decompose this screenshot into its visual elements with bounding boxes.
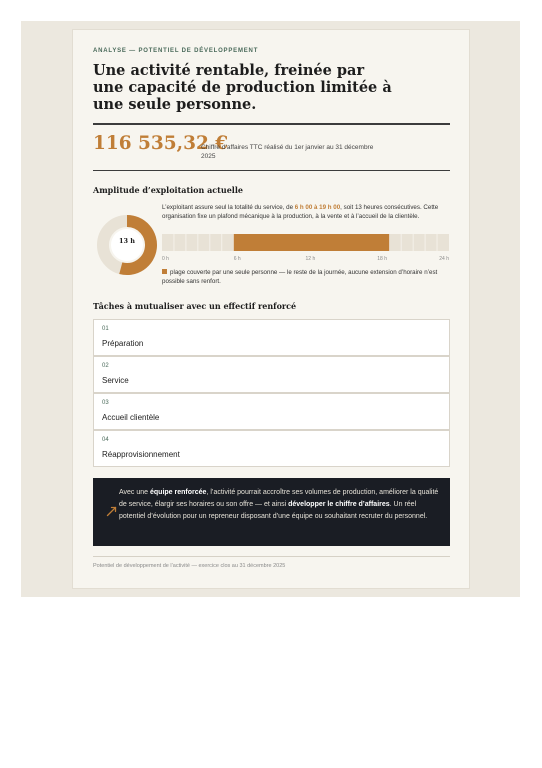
task-card-service [93, 356, 450, 393]
intro-part-2: , soit 13 heures consécutives. Cette organisation fixe un plafond mécanique à la production, à la vente et à l’accueil de la clientèle. [162, 204, 439, 220]
task-number: 04 [102, 437, 109, 443]
amplitude-section-title: Amplitude d’exploitation actuelle [93, 185, 243, 195]
timeline-tick-label: 6 h [233, 256, 241, 262]
intro-part-1: L’exploitant assure seul la totalité du service, de [162, 204, 295, 211]
donut-center [111, 229, 143, 261]
task-card-accueil [93, 393, 450, 430]
amplitude-donut-chart [95, 213, 159, 277]
divider-top [93, 123, 450, 125]
timeline-tick-label: 18 h [377, 256, 387, 262]
callout-part-3: . Un réel potentiel d’évolution pour un repreneur disposant d’une équipe ou souhaitant recruter du personnel. [119, 501, 428, 521]
legend-swatch [162, 269, 167, 274]
revenue-amount: 116 535,32 € [93, 133, 229, 154]
footer-divider [93, 556, 450, 557]
callout-part-2: , l’activité pourrait accroître ses volumes de production, améliorer la qualité de service, élargir ses horaires ou son offre — et ainsi [119, 489, 439, 509]
callout-bold-2: développer le chiffre d’affaires [288, 501, 390, 509]
timeline-tick-labels [162, 256, 449, 264]
timeline-tick-label: 12 h [305, 256, 316, 262]
task-label: Service [102, 376, 129, 385]
tasks-section-title: Tâches à mutualiser avec un effectif renforcé [93, 301, 297, 311]
document-sheet [72, 29, 470, 589]
hours-timeline [162, 234, 449, 251]
section-kicker: ANALYSE — POTENTIEL DE DÉVELOPPEMENT [93, 48, 259, 54]
task-card-reapprovisionnement [93, 430, 450, 467]
donut-hours-label: 13 h [118, 237, 136, 245]
timeline-tick-label: 0 h [162, 256, 169, 262]
page-footer: Potentiel de développement de l’activité — exercice clos au 31 décembre 2025 [93, 563, 286, 569]
amplitude-intro [162, 203, 452, 221]
task-number: 02 [102, 363, 109, 369]
legend-text: plage couverte par une seule personne — le reste de la journée, aucune extension d’horaire n’est possible sans renfort. [162, 269, 438, 285]
donut-svg [95, 213, 159, 277]
callout-bold-1: équipe renforcée [150, 489, 207, 496]
task-number: 01 [102, 326, 109, 332]
timeline-tick-label: 24 h [439, 256, 449, 262]
task-label: Accueil clientèle [102, 413, 160, 422]
revenue-description: Chiffre d’affaires TTC réalisé du 1er janvier au 31 décembre 2025 [201, 144, 374, 160]
intro-highlight: 6 h 00 à 19 h 00 [294, 204, 341, 211]
page-title: Une activité rentable, freinée par une capacité de production limitée à une seule personne. [93, 62, 392, 113]
callout-part-1: Avec une [119, 489, 151, 496]
task-card-preparation [93, 319, 450, 356]
timeline-covered-span [234, 234, 389, 251]
task-label: Préparation [102, 339, 144, 348]
callout-text [119, 487, 441, 524]
potential-callout [93, 478, 450, 546]
timeline-legend [162, 268, 452, 286]
task-number: 03 [102, 400, 109, 406]
task-label: Réapprovisionnement [102, 450, 180, 459]
divider-bottom [93, 170, 450, 171]
trend-up-arrow-icon [106, 505, 118, 517]
